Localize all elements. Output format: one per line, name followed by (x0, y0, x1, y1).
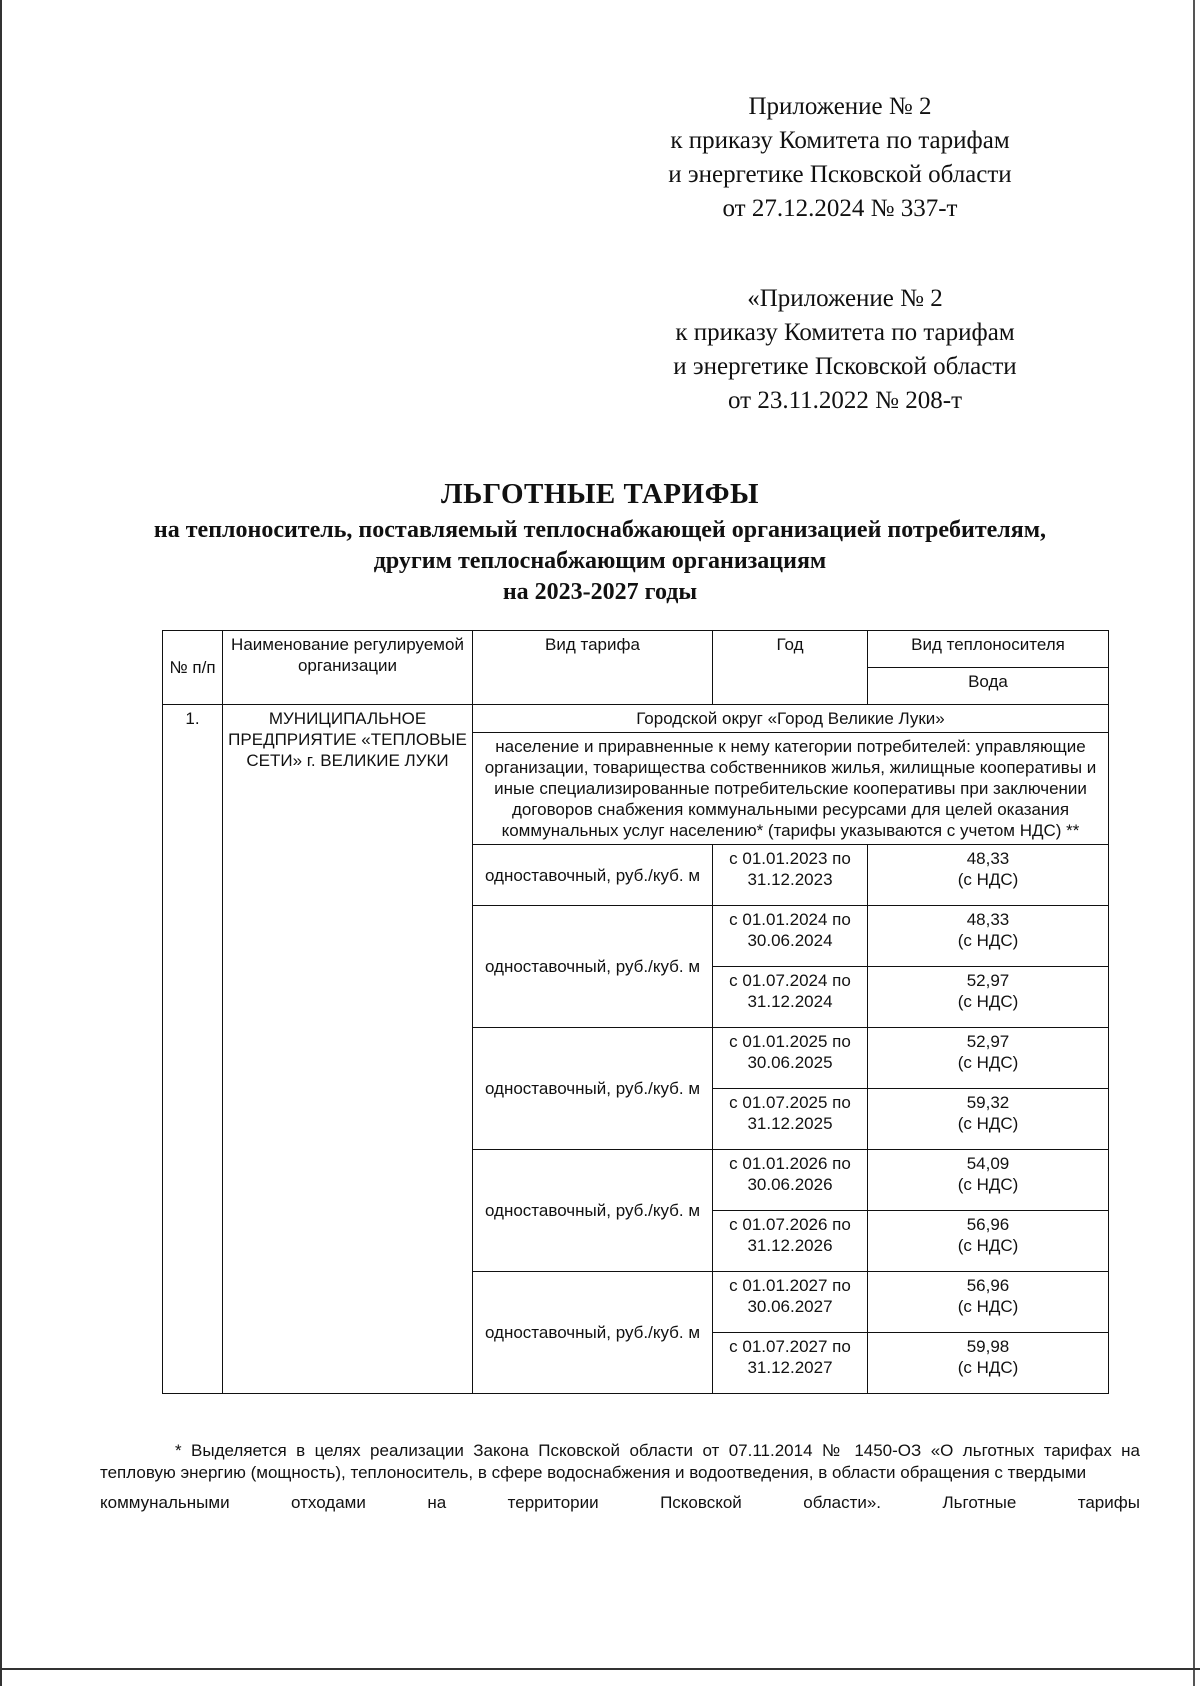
footnote-word: области». (803, 1493, 882, 1512)
value: 48,33 (966, 910, 1010, 929)
appendix-previous-line2: к приказу Комитета по тарифам (675, 319, 1015, 346)
value-2026-h1 (868, 1150, 1109, 1211)
value: 56,96 (966, 1215, 1010, 1234)
value-2023 (868, 845, 1109, 906)
footnote-word: коммунальными (100, 1493, 230, 1512)
header-carrier: Вид теплоносителя (868, 631, 1109, 668)
vat-note: (с НДС) (957, 1358, 1019, 1377)
period-2026-h2: с 01.07.2026 по 31.12.2026 (713, 1211, 868, 1272)
footnote-word: Льготные (942, 1493, 1017, 1512)
appendix-previous (630, 282, 1060, 418)
period-2023: с 01.01.2023 по 31.12.2023 (713, 845, 868, 906)
tariff-type-2023: одноставочный, руб./куб. м (473, 845, 713, 906)
header-water: Вода (868, 668, 1109, 705)
value-2024-h1 (868, 906, 1109, 967)
page-edge-right (1193, 0, 1195, 1686)
page-edge-left (0, 0, 2, 1686)
value: 54,09 (966, 1154, 1010, 1173)
document-subtitle (60, 515, 1140, 608)
tariff-table (162, 630, 1109, 1394)
vat-note: (с НДС) (957, 870, 1019, 889)
vat-note: (с НДС) (957, 1114, 1019, 1133)
tariff-type-2027: одноставочный, руб./куб. м (473, 1272, 713, 1394)
value: 52,97 (966, 971, 1010, 990)
document-title: ЛЬГОТНЫЕ ТАРИФЫ (440, 478, 760, 510)
value: 59,32 (966, 1093, 1010, 1112)
appendix-current-line3: и энергетике Псковской области (668, 161, 1012, 188)
period-2024-h2: с 01.07.2024 по 31.12.2024 (713, 967, 868, 1028)
value: 52,97 (966, 1032, 1010, 1051)
tariff-type-2025: одноставочный, руб./куб. м (473, 1028, 713, 1150)
appendix-current-line2: к приказу Комитета по тарифам (670, 127, 1010, 154)
appendix-current-line4: от 27.12.2024 № 337-т (722, 195, 958, 222)
consumer-category: население и приравненные к нему категории потребителей: управляющие организации, товарищества собственников жилья, жилищные кооперативы и иные специализированные потребительские кооперативы при заключении договоров снабжения коммунальными ресурсами для целей оказания коммунальных услуг населению* (тарифы указываются с учетом НДС) ** (473, 733, 1109, 845)
vat-note: (с НДС) (957, 1297, 1019, 1316)
footnote-word: Псковской (660, 1493, 742, 1512)
period-2026-h1: с 01.01.2026 по 30.06.2026 (713, 1150, 868, 1211)
header-tariff-type: Вид тарифа (473, 631, 713, 705)
appendix-previous-line4: от 23.11.2022 № 208-т (727, 387, 963, 414)
period-2024-h1: с 01.01.2024 по 30.06.2024 (713, 906, 868, 967)
appendix-current (630, 90, 1050, 226)
footnote: * Выделяется в целях реализации Закона Псковской области от 07.11.2014 № 1450-ОЗ «О льготных тарифах на тепловую энергию (мощность), теплоноситель, в сфере водоснабжения и водоотведения, в области обращения с твердыми (100, 1441, 1140, 1482)
period-2027-h2: с 01.07.2027 по 31.12.2027 (713, 1333, 868, 1394)
value-2025-h1 (868, 1028, 1109, 1089)
footnote-word: тарифы (1077, 1493, 1140, 1512)
value-2027-h2 (868, 1333, 1109, 1394)
period-2025-h2: с 01.07.2025 по 31.12.2025 (713, 1089, 868, 1150)
appendix-previous-line1: «Приложение № 2 (747, 285, 943, 312)
district-row: Городской округ «Город Великие Луки» (473, 705, 1109, 733)
vat-note: (с НДС) (957, 1175, 1019, 1194)
value-2027-h1 (868, 1272, 1109, 1333)
subtitle-line2: другим теплоснабжающим организациям (373, 548, 827, 574)
vat-note: (с НДС) (957, 1236, 1019, 1255)
subtitle-line1: на теплоноситель, поставляемый теплоснабжающей организацией потребителям, (153, 517, 1047, 543)
tariff-type-2026: одноставочный, руб./куб. м (473, 1150, 713, 1272)
vat-note: (с НДС) (957, 931, 1019, 950)
vat-note: (с НДС) (957, 992, 1019, 1011)
subtitle-line3: на 2023-2027 годы (502, 579, 698, 605)
footnote-last-line (100, 1492, 1140, 1514)
tariff-type-2024: одноставочный, руб./куб. м (473, 906, 713, 1028)
header-num: № п/п (163, 631, 223, 705)
value: 48,33 (966, 849, 1010, 868)
row-number: 1. (163, 705, 223, 1394)
appendix-current-line1: Приложение № 2 (748, 93, 932, 120)
header-org: Наименование регулируемой организации (223, 631, 473, 705)
value: 59,98 (966, 1337, 1010, 1356)
value-2024-h2 (868, 967, 1109, 1028)
footnote-word: территории (507, 1493, 599, 1512)
value-2026-h2 (868, 1211, 1109, 1272)
organization-name: МУНИЦИПАЛЬНОЕ ПРЕДПРИЯТИЕ «ТЕПЛОВЫЕ СЕТИ» г. ВЕЛИКИЕ ЛУКИ (223, 705, 473, 1394)
value-2025-h2 (868, 1089, 1109, 1150)
page-edge-bottom (0, 1668, 1200, 1670)
appendix-previous-line3: и энергетике Псковской области (673, 353, 1017, 380)
footnote-word: на (427, 1493, 447, 1512)
footnote-word: отходами (291, 1493, 366, 1512)
vat-note: (с НДС) (957, 1053, 1019, 1072)
period-2027-h1: с 01.01.2027 по 30.06.2027 (713, 1272, 868, 1333)
value: 56,96 (966, 1276, 1010, 1295)
header-year: Год (713, 631, 868, 705)
period-2025-h1: с 01.01.2025 по 30.06.2025 (713, 1028, 868, 1089)
